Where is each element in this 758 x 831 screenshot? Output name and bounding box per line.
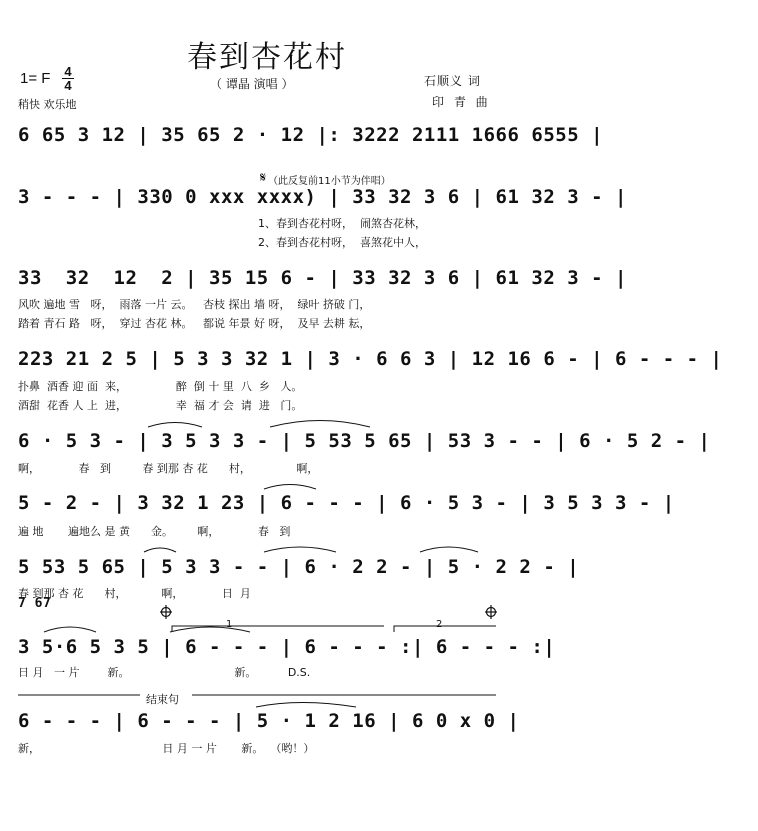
segno-note: （此反复前11小节为伴唱）	[268, 176, 391, 187]
time-top: 4	[64, 64, 72, 79]
lyricist-credit: 石顺义 词	[424, 74, 481, 88]
score-row-2: 3 - - - | 330 0 xxx xxxx) | 33 32 3 6 | 61 32 3 - |	[18, 186, 627, 208]
tempo-marking: 稍快 欢乐地	[18, 98, 77, 111]
coda-icon-2	[485, 605, 497, 619]
lyrics-row-6: 遍 地 遍地么 是 黄 金。 啊， 春 到	[18, 525, 291, 538]
lyrics-row-4b: 酒甜 花香 人 上 进， 幸 福 才 会 请 进 门。	[18, 399, 303, 412]
lyrics-row-9: 新， 日 月 一 片 新。 （哟！）	[18, 742, 315, 755]
volta-2-label: 2	[436, 619, 443, 630]
key-signature: 1= F	[20, 70, 51, 87]
lyrics-row-2a: 1、春到杏花村呀， 闹煞杏花林，	[258, 217, 426, 230]
score-row-5: 6 · 5 3 - | 3 5 3 3 - | 5 53 5 65 | 53 3 - - | 6 · 5 2 - |	[18, 430, 711, 452]
score-row-1: 6 65 3 12 | 35 65 2 · 12 |: 3222 2111 1666 6555 |	[18, 124, 604, 146]
coda-icon	[160, 605, 172, 619]
lyrics-row-3b: 踏着 青石 路 呀， 穿过 杏花 林。 都说 年景 好 呀， 及早 去耕 耘，	[18, 317, 371, 330]
lyrics-row-5: 啊， 春 到 春 到那 杏 花 村， 啊，	[18, 462, 319, 475]
segno-icon: 𝄋	[260, 170, 267, 186]
lyrics-row-7: 春 到那 杏 花 村， 啊， 日 月	[18, 587, 251, 600]
volta-2-bracket	[394, 626, 496, 632]
time-bottom: 4	[64, 78, 72, 93]
song-title: 春到杏花村	[187, 40, 347, 75]
volta-1-label: 1	[226, 619, 233, 630]
ending-label: 结束句	[146, 693, 179, 706]
lyrics-row-2b: 2、春到杏花村呀， 喜煞花中人，	[258, 236, 426, 249]
ornament-above: 7 67	[18, 596, 52, 611]
score-row-9: 6 - - - | 6 - - - | 5 · 1 2 16 | 6 0 x 0 |	[18, 710, 520, 732]
lyrics-row-4a: 扑鼻 酒香 迎 面 来， 醉 倒 十 里 八 乡 人。	[18, 380, 303, 393]
score-row-7: 5 53 5 65 | 5 3 3 - - | 6 · 2 2 - | 5 · 2 2 - |	[18, 556, 580, 578]
score-row-6: 5 - 2 - | 3 32 1 23 | 6 - - - | 6 · 5 3 - | 3 5 3 3 - |	[18, 492, 675, 514]
score-row-8: 3 5·6 5 3 5 | 6 - - - | 6 - - - :| 6 - - - :|	[18, 636, 556, 658]
score-row-3: 33 32 12 2 | 35 15 6 - | 33 32 3 6 | 61 32 3 - |	[18, 267, 627, 289]
score-row-4: 223 21 2 5 | 5 3 3 32 1 | 3 · 6 6 3 | 12 16 6 - | 6 - - - |	[18, 348, 723, 370]
composer-credit: 印 青 曲	[432, 95, 491, 109]
lyrics-row-3a: 风吹 遍地 雪 呀， 雨落 一片 云。 杏枝 探出 墙 呀， 绿叶 挤破 门，	[18, 298, 371, 311]
slurs	[44, 421, 478, 708]
lyrics-row-8: 日 月 一 片 新。 新。 D.S.	[18, 666, 311, 679]
singer-credit: （ 谭晶 演唱 ）	[210, 77, 294, 91]
